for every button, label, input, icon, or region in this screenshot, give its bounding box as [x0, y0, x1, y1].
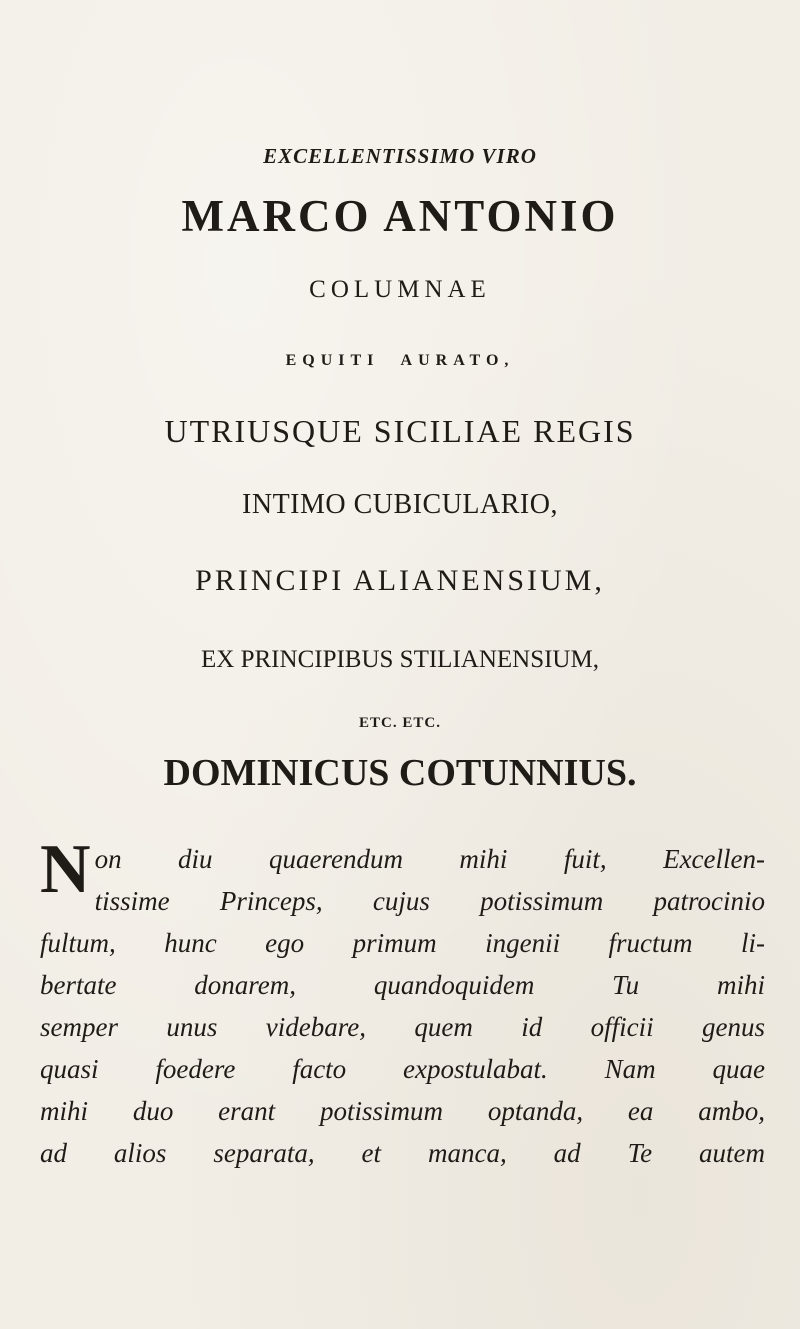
- dedication-body: [40, 831, 765, 1174]
- body-line: tissime Princeps, cujus potissimum patrocinio: [94, 886, 765, 916]
- dedicatee-office: UTRIUSQUE SICILIAE REGIS: [164, 413, 636, 449]
- author-name: DOMINICUS COTUNNIUS.: [163, 752, 637, 794]
- body-line: semper unus videbare, quem id officii genus: [40, 1012, 765, 1042]
- body-line: mihi duo erant potissimum optanda, ea ambo,: [40, 1096, 765, 1126]
- dedicatee-name: MARCO ANTONIO: [181, 191, 619, 241]
- dedicatee-origin: EX PRINCIPIBUS STILIANENSIUM,: [201, 646, 599, 673]
- body-line: fultum, hunc ego primum ingenii fructum li-: [40, 928, 765, 958]
- body-line: bertate donarem, quandoquidem Tu mihi: [40, 970, 765, 1000]
- dedicatee-position: INTIMO CUBICULARIO,: [242, 489, 558, 520]
- dedicatee-principality: PRINCIPI ALIANENSIUM,: [195, 564, 605, 597]
- body-line: on diu quaerendum mihi fuit, Excellen-: [94, 844, 765, 874]
- dedicatee-family: COLUMNAE: [309, 276, 491, 303]
- dedicatee-rank: EQUITI AURATO,: [285, 352, 515, 369]
- dedication-line: EXCELLENTISSIMO VIRO: [263, 144, 537, 168]
- drop-cap: N: [40, 831, 91, 908]
- body-line: ad alios separata, et manca, ad Te autem: [40, 1138, 765, 1168]
- body-line: quasi foedere facto expostulabat. Nam quae: [40, 1054, 765, 1084]
- etc-line: ETC. ETC.: [359, 715, 441, 731]
